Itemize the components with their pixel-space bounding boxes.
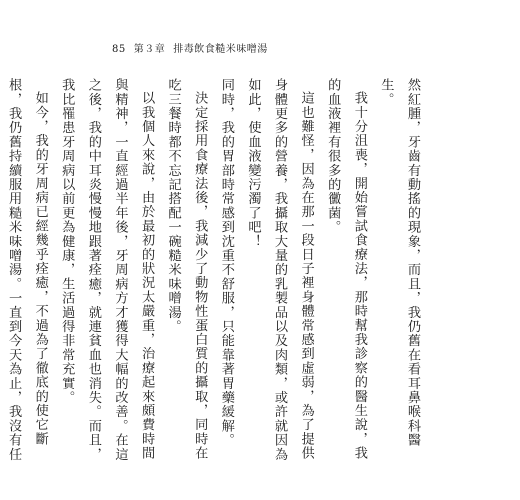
- running-header: [112, 40, 268, 55]
- chapter-title: 排毒飲食糙米味噌湯: [173, 44, 268, 55]
- paragraph: 同時，我的胃部時常感到沈重不舒服，只能靠著胃藥緩解。: [218, 78, 234, 448]
- page-number: 85: [112, 44, 126, 55]
- body-text: [0, 78, 425, 473]
- paragraph: 以我個人來說，由於最初的狀況太嚴重，治療起來頗費時間與精神，一直經過半年後，牙周病方才獲得大幅的改善。在這之後，我的中耳炎慢慢地跟著痊癒，就連貧血也消失。而且，我比罹患牙周病以前更為健康，生活過得非常充實。: [59, 78, 155, 462]
- paragraph: 如今，我的牙周病已經幾乎痊癒，不過為了徹底的使它斷根，我仍舊持續服用糙米味噌湯。一直到今天為止，我沒有任: [6, 78, 48, 462]
- paragraph: 我十分沮喪，開始嘗試食療法，那時幫我診察的醫生說，我的血液裡有很多的黴菌。: [325, 78, 367, 461]
- paragraph: 然紅腫，牙齒有動搖的現象，而且，我仍舊在看耳鼻喉科醫生。: [378, 78, 420, 448]
- chapter-label: 第３章: [133, 44, 166, 55]
- paragraph: 這也難怪，因為在那一段日子裡身體常感到虛弱，為了提供身體更多的營養，我攝取大量的乳製品以及肉類，或許就因為如此，使血液變污濁了吧！: [245, 78, 314, 462]
- paragraph: 決定採用食療法後，我減少了動物性蛋白質的攝取，同時在吃三餐時都不忘記搭配一碗糙米味噌湯。: [165, 78, 208, 461]
